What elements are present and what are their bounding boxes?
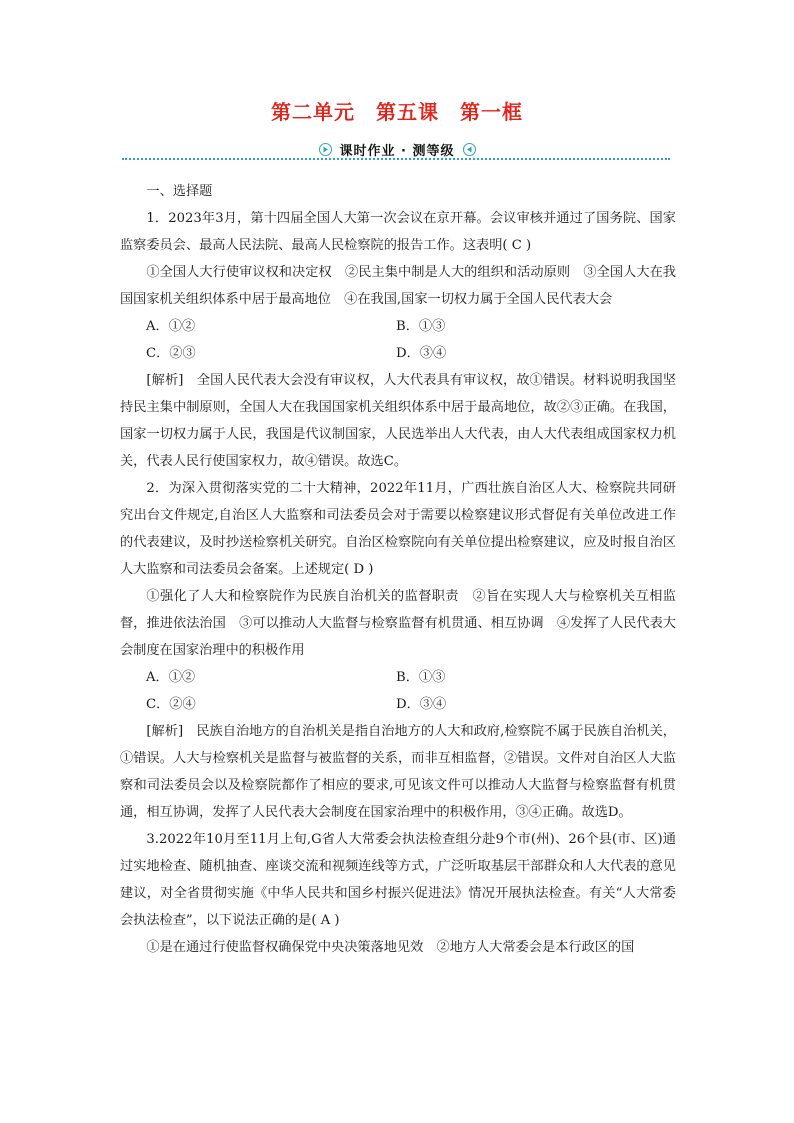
question-2-option-b: B．①③ [396, 670, 446, 685]
question-2-option-c: C．②④ [146, 697, 196, 712]
analysis-text: 民族自治地方的自治机关是指自治地方的人大和政府,检察院不属于民族自治机关，①错误。人大与检察机关是监督与被监督的关系，而非互相监督，②错误。文件对自治区人大监察和司法委员会以及检察院都作了相应的要求,可见该文件可以推动人大监督与检察监督有机贯通，相互协调，发挥了人民代表大会制度在国家治理中的积极作用，③④正确。故选D。 [120, 724, 676, 820]
question-3-stem: 3.2022年10月至11月上旬,G省人大常委会执法检查组分赴9个市(州)、26个县(市、区)通过实地检查、随机抽查、座谈交流和视频连线等方式，广泛听取基层干部群众和人大代表的意见建议，对全省贯彻实施《中华人民共和国乡村振兴促进法》情况开展执法检查。有关“人大常委会执法检查”，以下说法正确的是( A ) [120, 832, 676, 928]
question-1-options-row-2 [120, 340, 676, 367]
question-2-option-d: D．③④ [396, 697, 447, 712]
question-2-option-a: A．①② [146, 670, 196, 685]
play-right-icon [319, 143, 332, 156]
question-3-statements: ①是在通过行使监督权确保党中央决策落地见效 ②地方人大常委会是本行政区的国 [146, 940, 635, 955]
question-1-options-row-1 [120, 313, 676, 340]
question-1-statements: ①全国人大行使审议权和决定权 ②民主集中制是人大的组织和活动原则 ③全国人大在我国国家机关组织体系中居于最高地位 ④在我国,国家一切权力属于全国人民代表大会 [120, 265, 676, 307]
homework-banner [297, 140, 497, 158]
analysis-text: 全国人民代表大会没有审议权，人大代表具有审议权，故①错误。材料说明我国坚持民主集中制原则，全国人大在我国国家机关组织体系中居于最高地位，故②③正确。在我国，国家一切权力属于人民，我国是代议制国家，人民选举出人大代表，由人大代表组成国家权力机关，代表人民行使国家权力，故④错误。故选C。 [120, 373, 676, 469]
question-1-analysis [120, 367, 676, 475]
question-2-options-row-1 [120, 664, 676, 691]
question-2-statements: ①强化了人大和检察院作为民族自治机关的监督职责 ②旨在实现人大与检察机关互相监督，推进依法治国 ③可以推动人大监督与检察监督有机贯通、相互协调 ④发挥了人民代表大会制度在国家治理中的积极作用 [120, 589, 676, 658]
question-2-analysis [120, 718, 676, 826]
analysis-tag: [解析] [146, 724, 184, 739]
document-body [120, 178, 676, 961]
question-1-stem: 1．2023年3月，第十四届全国人大第一次会议在京开幕。会议审核并通过了国务院、国家监察委员会、最高人民法院、最高人民检察院的报告工作。这表明( C ) [120, 211, 676, 253]
section-title: 一、选择题 [146, 184, 213, 199]
question-2-stem: 2．为深入贯彻落实党的二十大精神，2022年11月，广西壮族自治区人大、检察院共同研究出台文件规定,自治区人大监察和司法委员会对于需要以检察建议形式督促有关单位改进工作的代表建议，及时抄送检察机关研究。自治区检察院向有关单位提出检察建议，应及时报自治区人大监察和司法委员会备案。上述规定( D ) [120, 481, 676, 577]
analysis-tag: [解析] [146, 373, 184, 388]
question-2-options-row-2 [120, 691, 676, 718]
question-1-option-b: B．①③ [396, 319, 446, 334]
question-1-option-d: D．③④ [396, 346, 447, 361]
question-1-option-c: C．②③ [146, 346, 196, 361]
homework-label: 课时作业 · 测等级 [339, 143, 455, 159]
play-left-icon [463, 143, 476, 156]
page-title: 第二单元 第五课 第一框 [271, 100, 523, 124]
question-1-option-a: A．①② [146, 319, 196, 334]
